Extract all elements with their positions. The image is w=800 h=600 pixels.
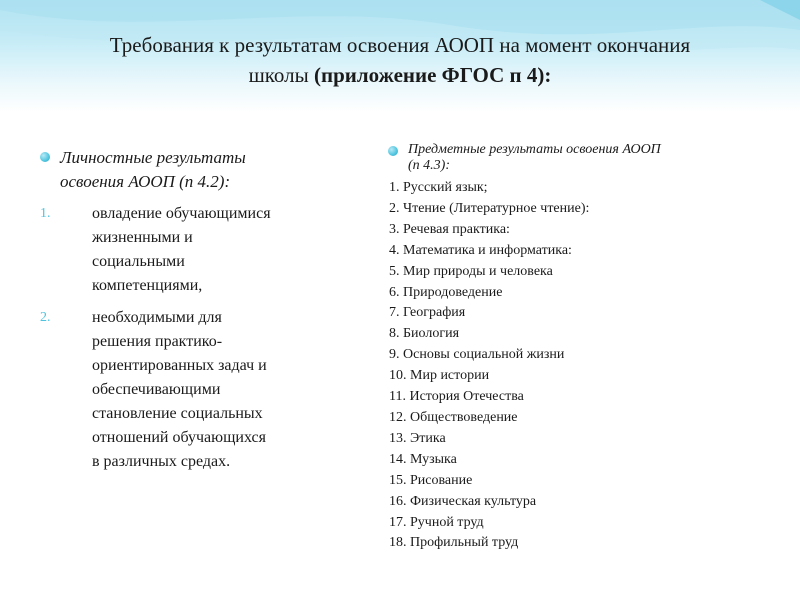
subject-item: 14. Музыка: [389, 451, 457, 467]
subject-item: 11. История Отечества: [389, 389, 524, 405]
list-item: [40, 202, 340, 298]
text-line: в различных средах.: [92, 453, 231, 470]
subjects-list: [388, 178, 778, 554]
subject-item: 3. Речевая практика:: [389, 221, 510, 237]
personal-heading-line-1: Личностные результаты: [60, 148, 246, 167]
text-line: становление социальных: [92, 405, 263, 422]
text-line: овладение обучающимися: [92, 205, 271, 222]
subject-item: 12. Обществоведение: [389, 409, 518, 425]
personal-heading-line-2: освоения АООП (п 4.2):: [60, 172, 231, 191]
personal-results-column: [40, 146, 340, 482]
text-line: социальными: [92, 253, 185, 270]
title-line-1: Требования к результатам освоения АООП на момент окончания: [109, 33, 691, 57]
text-line: ориентированных задач и: [92, 357, 267, 374]
list-number: 1.: [40, 206, 51, 221]
subject-item: 18. Профильный труд: [389, 535, 519, 551]
subject-item: 6. Природоведение: [389, 284, 503, 300]
text-line: решения практико-: [92, 333, 223, 350]
page-title: [40, 30, 760, 90]
text-line: отношений обучающихся: [92, 429, 266, 446]
subject-item: 10. Мир истории: [389, 368, 490, 384]
subject-item: 5. Мир природы и человека: [389, 263, 553, 279]
subject-heading-line-1: Предметные результаты освоения АООП: [408, 142, 661, 157]
personal-results-list: [40, 202, 340, 474]
list-item-text: [92, 202, 327, 298]
subject-heading-line-2: (п 4.3):: [408, 158, 450, 173]
personal-results-heading: [40, 146, 340, 194]
text-line: жизненными и: [92, 229, 193, 246]
subject-item: 16. Физическая культура: [389, 493, 537, 509]
text-line: обеспечивающими: [92, 381, 221, 398]
subject-item: 13. Этика: [389, 430, 446, 446]
subject-item: 1. Русский язык;: [389, 180, 488, 195]
text-line: необходимыми для: [92, 309, 222, 326]
list-item: [40, 306, 340, 474]
list-item-text: [92, 306, 327, 474]
subject-item: 4. Математика и информатика:: [389, 242, 572, 258]
subject-results-column: [388, 142, 778, 554]
subject-results-heading: [388, 142, 778, 174]
bullet-icon: [388, 146, 398, 156]
list-number: 2.: [40, 310, 51, 325]
subject-item: 2. Чтение (Литературное чтение):: [389, 200, 590, 216]
subject-item: 8. Биология: [389, 326, 460, 342]
title-line-2-plain: школы: [248, 63, 314, 87]
text-line: компетенциями,: [92, 277, 203, 294]
subject-item: 9. Основы социальной жизни: [389, 347, 565, 363]
subject-item: 15. Рисование: [389, 472, 473, 488]
title-line-2-bold: (приложение ФГОС п 4):: [313, 63, 552, 87]
title-line-2: [40, 60, 760, 90]
bullet-icon: [40, 152, 50, 162]
subject-item: 17. Ручной труд: [389, 514, 484, 530]
subject-item: 7. География: [389, 305, 466, 321]
